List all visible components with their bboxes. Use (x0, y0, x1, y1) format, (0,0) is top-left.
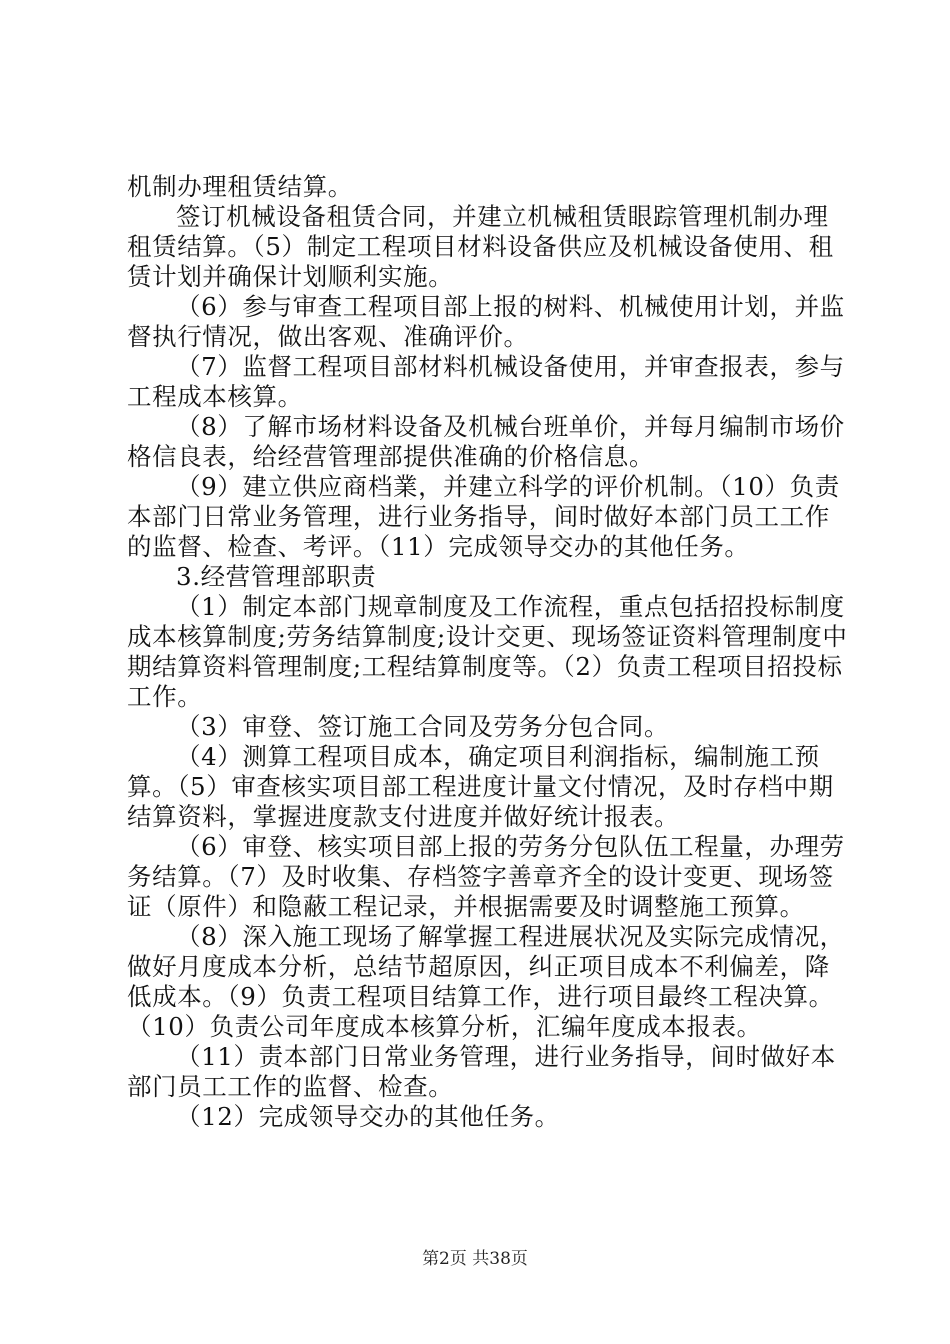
page-footer: 第2页 共38页 (422, 1249, 528, 1269)
paragraph: （6）参与审查工程项目部上报的树料、机械使用计划，并监督执行情况，做出客观、准确评价。 (127, 292, 845, 351)
section-heading: 3.经营管理部职责 (176, 562, 377, 591)
paragraph: （4）测算工程项目成本，确定项目利润指标，编制施工预算。（5）审查核实项目部工程进度计量文付情况，及时存档中期结算资料，掌握进度款支付进度并做好统计报表。 (127, 742, 834, 831)
paragraph: （3）审登、签订施工合同及劳务分包合同。 (176, 712, 670, 741)
document-body (127, 172, 852, 1132)
paragraph: （7）监督工程项目部材料机械设备使用，并审查报表，参与工程成本核算。 (127, 352, 845, 411)
paragraph: 签订机械设备租赁合同，并建立机械租赁眼踪管理机制办理租赁结算。（5）制定工程项目材料设备供应及机械设备使用、租赁计划并确保计划顺利实施。 (127, 202, 834, 291)
paragraph: （9）建立供应商档業，并建立科学的评价机制。（10）负责本部门日常业务管理，进行业务指导，间时做好本部门员工工作的监督、检查、考评。（11）完成领导交办的其他任务。 (127, 472, 840, 561)
paragraph: （8）了解市场材料设备及机械台班单价，并每月编制市场价格信良表，给经营管理部提供准确的价格信息。 (127, 412, 845, 471)
paragraph: （11）责本部门日常业务管理，进行业务指导，间时做好本部门员工工作的监督、检查。 (127, 1042, 836, 1101)
paragraph: （6）审登、核实项目部上报的劳务分包队伍工程量，办理劳务结算。（7）及时收集、存档签字善章齐全的设计变更、现场签证（原件）和隐蔽工程记录，并根据需要及时调整施工预算。 (127, 832, 845, 921)
paragraph: （8）深入施工现场了解掌握工程进展状况及实际完成情况，做好月度成本分析，总结节超原因，纠正项目成本不利偏差，降低成本。（9）负责工程项目结算工作，进行项目最终工程决算。（10）负责公司年度成本核算分析，汇编年度成本报表。 (127, 922, 845, 1041)
paragraph: （12）完成领导交办的其他任务。 (176, 1102, 560, 1131)
paragraph: （1）制定本部门规章制度及工作流程，重点包括招投标制度成本核算制度;劳务结算制度;设计交更、现场签证资料管理制度中期结算资料管理制度;工程结算制度等。（2）负责工程项目招投标工作。 (127, 592, 848, 711)
paragraph: 机制办理租赁结算。 (127, 172, 353, 201)
